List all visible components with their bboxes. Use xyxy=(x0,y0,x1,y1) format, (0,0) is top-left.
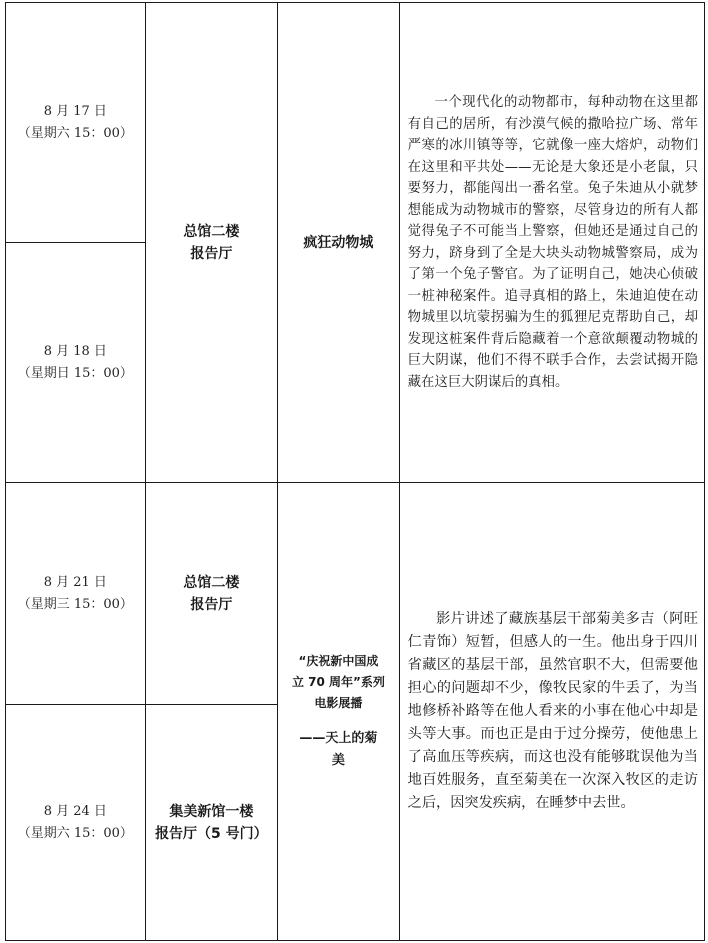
session-date-cell xyxy=(6,243,146,483)
film-title-line: 美 xyxy=(331,753,345,768)
film-title-line: ——天上的菊 xyxy=(299,731,378,746)
session-date: 8 月 17 日 xyxy=(43,103,107,119)
film-series-line: 立 70 周年”系列 xyxy=(291,675,385,689)
venue-name: 集美新馆一楼 xyxy=(169,803,254,820)
film-series-line: 电影展播 xyxy=(314,696,363,710)
film-series-line: “庆祝新中国成 xyxy=(298,654,379,668)
table-row xyxy=(6,3,705,243)
venue-cell xyxy=(145,483,278,705)
session-weekday-time: （星期日 15：00） xyxy=(17,365,133,381)
film-title-cell xyxy=(278,3,400,483)
film-description-cell xyxy=(399,3,704,483)
film-series-title xyxy=(278,651,399,714)
session-weekday-time: （星期六 15：00） xyxy=(17,125,133,141)
film-schedule-table xyxy=(5,2,705,941)
session-date: 8 月 24 日 xyxy=(43,803,107,819)
venue-name: 总馆二楼 xyxy=(183,223,240,240)
film-title xyxy=(278,728,399,772)
venue-name: 总馆二楼 xyxy=(183,574,240,591)
session-date-cell xyxy=(6,483,146,705)
session-date-cell xyxy=(6,705,146,941)
film-description: 影片讲述了藏族基层干部菊美多吉（阿旺仁青饰）短暂，但感人的一生。他出身于四川省藏区的基层干部，虽然官职不大，但需要他担心的问题却不少，像牧民家的牛丢了，为当地修桥补路等在他人看来的小事在他心中却是头等大事。而也正是由于过分操劳，使他患上了高血压等疾病，而这也没有能够耽误他为当地百姓服务，直至菊美在一次深入牧区的走访之后，因突发疾病，在睡梦中去世。 xyxy=(407,611,698,811)
venue-room: 报告厅（5 号门） xyxy=(155,825,268,842)
table-row xyxy=(6,483,705,705)
session-date-cell xyxy=(6,3,146,243)
film-description: 一个现代化的动物都市，每种动物在这里都有自己的居所，有沙漠气候的撒哈拉广场、常年严寒的冰川镇等等，它就像一座大熔炉，动物们在这里和平共处——无论是大象还是小老鼠，只要努力，都能闯出一番名堂。兔子朱迪从小就梦想能成为动物城市的警察，尽管身边的所有人都觉得兔子不可能当上警察，但她还是通过自己的努力，跻身到了全是大块头动物城警察局，成为了第一个兔子警官。为了证明自己，她决心侦破一桩神秘案件。追寻真相的路上，朱迪迫使在动物城里以坑蒙拐骗为生的狐狸尼克帮助自己，却发现这桩案件背后隐藏着一个意欲颠覆动物城的巨大阴谋，他们不得不联手合作，去尝试揭开隐藏在这巨大阴谋后的真相。 xyxy=(407,95,698,390)
venue-room: 报告厅 xyxy=(190,245,233,262)
session-weekday-time: （星期六 15：00） xyxy=(17,825,133,841)
film-title: 疯狂动物城 xyxy=(303,234,374,251)
session-date: 8 月 21 日 xyxy=(43,574,107,590)
venue-cell xyxy=(145,705,278,941)
film-title-cell xyxy=(278,483,400,941)
venue-cell xyxy=(145,3,278,483)
session-weekday-time: （星期三 15：00） xyxy=(17,596,133,612)
venue-room: 报告厅 xyxy=(190,596,233,613)
film-description-cell xyxy=(399,483,704,941)
session-date: 8 月 18 日 xyxy=(43,343,107,359)
